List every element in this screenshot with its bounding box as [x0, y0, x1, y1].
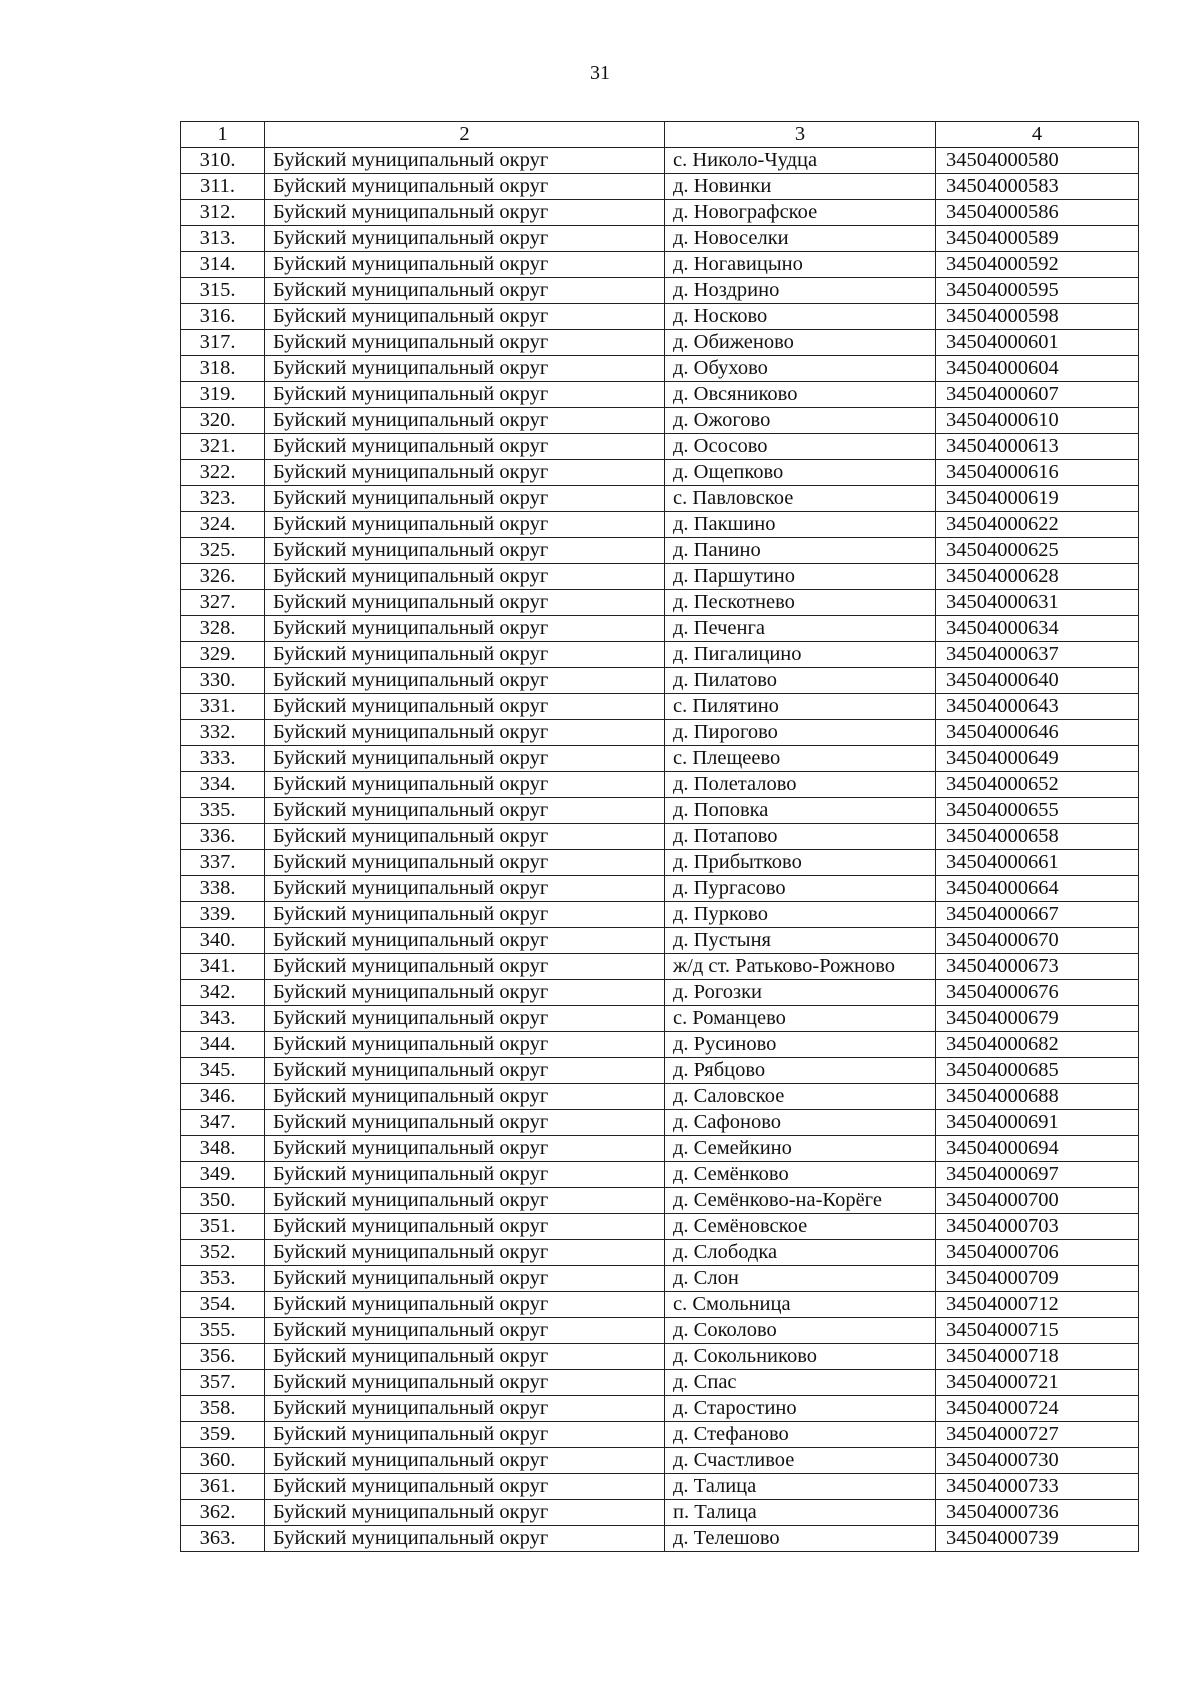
- row-number: 319.: [181, 382, 265, 408]
- oktmo-code: 34504000640: [936, 668, 1139, 694]
- header-col-1: 1: [181, 122, 265, 148]
- settlement-name: с. Плещеево: [665, 746, 936, 772]
- settlement-name: д. Ощепково: [665, 460, 936, 486]
- table-row: [181, 486, 1139, 512]
- settlement-name: д. Ожогово: [665, 408, 936, 434]
- district-name: Буйский муниципальный округ: [265, 746, 665, 772]
- oktmo-code: 34504000715: [936, 1318, 1139, 1344]
- row-number: 328.: [181, 616, 265, 642]
- oktmo-code: 34504000667: [936, 902, 1139, 928]
- oktmo-code: 34504000694: [936, 1136, 1139, 1162]
- row-number: 326.: [181, 564, 265, 590]
- district-name: Буйский муниципальный округ: [265, 356, 665, 382]
- table-row: [181, 434, 1139, 460]
- district-name: Буйский муниципальный округ: [265, 1266, 665, 1292]
- row-number: 335.: [181, 798, 265, 824]
- settlement-name: д. Соколово: [665, 1318, 936, 1344]
- settlement-name: д. Новоселки: [665, 226, 936, 252]
- district-name: Буйский муниципальный округ: [265, 1396, 665, 1422]
- settlement-name: д. Новинки: [665, 174, 936, 200]
- settlement-name: д. Паршутино: [665, 564, 936, 590]
- oktmo-code: 34504000712: [936, 1292, 1139, 1318]
- oktmo-code: 34504000595: [936, 278, 1139, 304]
- district-name: Буйский муниципальный округ: [265, 1526, 665, 1552]
- district-name: Буйский муниципальный округ: [265, 460, 665, 486]
- settlement-name: с. Пилятино: [665, 694, 936, 720]
- row-number: 336.: [181, 824, 265, 850]
- table-row: [181, 1370, 1139, 1396]
- row-number: 346.: [181, 1084, 265, 1110]
- settlement-name: д. Сафоново: [665, 1110, 936, 1136]
- oktmo-code: 34504000631: [936, 590, 1139, 616]
- row-number: 317.: [181, 330, 265, 356]
- table-row: [181, 200, 1139, 226]
- row-number: 342.: [181, 980, 265, 1006]
- settlement-name: д. Стефаново: [665, 1422, 936, 1448]
- settlement-name: д. Пурково: [665, 902, 936, 928]
- settlement-name: д. Пирогово: [665, 720, 936, 746]
- district-name: Буйский муниципальный округ: [265, 616, 665, 642]
- row-number: 349.: [181, 1162, 265, 1188]
- row-number: 315.: [181, 278, 265, 304]
- table-row: [181, 460, 1139, 486]
- row-number: 363.: [181, 1526, 265, 1552]
- table-row: [181, 1292, 1139, 1318]
- table-row: [181, 1422, 1139, 1448]
- row-number: 322.: [181, 460, 265, 486]
- oktmo-code: 34504000646: [936, 720, 1139, 746]
- district-name: Буйский муниципальный округ: [265, 694, 665, 720]
- table-row: [181, 928, 1139, 954]
- table-row: [181, 590, 1139, 616]
- table-row: [181, 824, 1139, 850]
- table-row: [181, 798, 1139, 824]
- district-name: Буйский муниципальный округ: [265, 1240, 665, 1266]
- row-number: 338.: [181, 876, 265, 902]
- table-row: [181, 1318, 1139, 1344]
- table-row: [181, 512, 1139, 538]
- row-number: 359.: [181, 1422, 265, 1448]
- table-row: [181, 1162, 1139, 1188]
- row-number: 351.: [181, 1214, 265, 1240]
- settlement-name: д. Полеталово: [665, 772, 936, 798]
- table-row: [181, 720, 1139, 746]
- settlement-name: д. Семейкино: [665, 1136, 936, 1162]
- table-row: [181, 1344, 1139, 1370]
- district-name: Буйский муниципальный округ: [265, 304, 665, 330]
- row-number: 354.: [181, 1292, 265, 1318]
- table-row: [181, 564, 1139, 590]
- district-name: Буйский муниципальный округ: [265, 1500, 665, 1526]
- row-number: 310.: [181, 148, 265, 174]
- district-name: Буйский муниципальный округ: [265, 1318, 665, 1344]
- district-name: Буйский муниципальный округ: [265, 1032, 665, 1058]
- table-header: [181, 122, 1139, 148]
- oktmo-code: 34504000700: [936, 1188, 1139, 1214]
- oktmo-code: 34504000607: [936, 382, 1139, 408]
- district-name: Буйский муниципальный округ: [265, 538, 665, 564]
- oktmo-code: 34504000625: [936, 538, 1139, 564]
- oktmo-code: 34504000709: [936, 1266, 1139, 1292]
- settlement-name: д. Прибытково: [665, 850, 936, 876]
- table-row: [181, 1110, 1139, 1136]
- oktmo-code: 34504000637: [936, 642, 1139, 668]
- row-number: 330.: [181, 668, 265, 694]
- oktmo-code: 34504000682: [936, 1032, 1139, 1058]
- row-number: 344.: [181, 1032, 265, 1058]
- district-name: Буйский муниципальный округ: [265, 1422, 665, 1448]
- settlement-name: с. Смольница: [665, 1292, 936, 1318]
- row-number: 331.: [181, 694, 265, 720]
- settlement-name: д. Слободка: [665, 1240, 936, 1266]
- oktmo-code: 34504000622: [936, 512, 1139, 538]
- settlement-name: д. Печенга: [665, 616, 936, 642]
- header-col-2: 2: [265, 122, 665, 148]
- row-number: 341.: [181, 954, 265, 980]
- oktmo-code: 34504000664: [936, 876, 1139, 902]
- table-row: [181, 1396, 1139, 1422]
- settlement-name: с. Николо-Чудца: [665, 148, 936, 174]
- settlement-name: с. Павловское: [665, 486, 936, 512]
- oktmo-code: 34504000652: [936, 772, 1139, 798]
- row-number: 352.: [181, 1240, 265, 1266]
- row-number: 313.: [181, 226, 265, 252]
- oktmo-code: 34504000658: [936, 824, 1139, 850]
- district-name: Буйский муниципальный округ: [265, 1188, 665, 1214]
- district-name: Буйский муниципальный округ: [265, 850, 665, 876]
- district-name: Буйский муниципальный округ: [265, 824, 665, 850]
- settlement-name: д. Обухово: [665, 356, 936, 382]
- settlement-name: д. Слон: [665, 1266, 936, 1292]
- table-row: [181, 1448, 1139, 1474]
- header-col-4: 4: [936, 122, 1139, 148]
- header-row: [181, 122, 1139, 148]
- settlement-name: д. Овсяниково: [665, 382, 936, 408]
- oktmo-code: 34504000586: [936, 200, 1139, 226]
- table-row: [181, 1032, 1139, 1058]
- district-name: Буйский муниципальный округ: [265, 1084, 665, 1110]
- table-row: [181, 1006, 1139, 1032]
- table-body: [181, 148, 1139, 1552]
- page-number: 31: [590, 62, 610, 84]
- district-name: Буйский муниципальный округ: [265, 512, 665, 538]
- district-name: Буйский муниципальный округ: [265, 564, 665, 590]
- oktmo-code: 34504000691: [936, 1110, 1139, 1136]
- row-number: 324.: [181, 512, 265, 538]
- oktmo-code: 34504000706: [936, 1240, 1139, 1266]
- oktmo-code: 34504000604: [936, 356, 1139, 382]
- district-name: Буйский муниципальный округ: [265, 434, 665, 460]
- oktmo-code: 34504000724: [936, 1396, 1139, 1422]
- district-name: Буйский муниципальный округ: [265, 174, 665, 200]
- row-number: 347.: [181, 1110, 265, 1136]
- district-name: Буйский муниципальный округ: [265, 200, 665, 226]
- row-number: 327.: [181, 590, 265, 616]
- settlement-name: д. Поповка: [665, 798, 936, 824]
- row-number: 343.: [181, 1006, 265, 1032]
- row-number: 340.: [181, 928, 265, 954]
- row-number: 333.: [181, 746, 265, 772]
- district-name: Буйский муниципальный округ: [265, 148, 665, 174]
- row-number: 339.: [181, 902, 265, 928]
- table-row: [181, 148, 1139, 174]
- oktmo-code: 34504000721: [936, 1370, 1139, 1396]
- oktmo-code: 34504000580: [936, 148, 1139, 174]
- oktmo-code: 34504000589: [936, 226, 1139, 252]
- settlement-name: д. Обиженово: [665, 330, 936, 356]
- oktmo-code: 34504000679: [936, 1006, 1139, 1032]
- table-row: [181, 1500, 1139, 1526]
- settlement-name: д. Рябцово: [665, 1058, 936, 1084]
- district-name: Буйский муниципальный округ: [265, 980, 665, 1006]
- oktmo-code: 34504000718: [936, 1344, 1139, 1370]
- settlement-name: д. Носково: [665, 304, 936, 330]
- district-name: Буйский муниципальный округ: [265, 1474, 665, 1500]
- table-row: [181, 1266, 1139, 1292]
- table-row: [181, 642, 1139, 668]
- row-number: 321.: [181, 434, 265, 460]
- district-name: Буйский муниципальный округ: [265, 278, 665, 304]
- table-row: [181, 356, 1139, 382]
- settlement-name: д. Рогозки: [665, 980, 936, 1006]
- table-row: [181, 538, 1139, 564]
- row-number: 353.: [181, 1266, 265, 1292]
- row-number: 348.: [181, 1136, 265, 1162]
- district-name: Буйский муниципальный округ: [265, 590, 665, 616]
- district-name: Буйский муниципальный округ: [265, 642, 665, 668]
- row-number: 337.: [181, 850, 265, 876]
- row-number: 357.: [181, 1370, 265, 1396]
- oktmo-code: 34504000628: [936, 564, 1139, 590]
- settlement-name: д. Семёнково-на-Корёге: [665, 1188, 936, 1214]
- row-number: 360.: [181, 1448, 265, 1474]
- oktmo-code: 34504000583: [936, 174, 1139, 200]
- table-row: [181, 1188, 1139, 1214]
- district-name: Буйский муниципальный округ: [265, 1110, 665, 1136]
- district-name: Буйский муниципальный округ: [265, 1214, 665, 1240]
- district-name: Буйский муниципальный округ: [265, 1006, 665, 1032]
- row-number: 361.: [181, 1474, 265, 1500]
- settlement-name: д. Старостино: [665, 1396, 936, 1422]
- settlement-name: д. Ноздрино: [665, 278, 936, 304]
- settlement-name: д. Талица: [665, 1474, 936, 1500]
- oktmo-code: 34504000634: [936, 616, 1139, 642]
- row-number: 312.: [181, 200, 265, 226]
- district-name: Буйский муниципальный округ: [265, 798, 665, 824]
- settlement-name: д. Панино: [665, 538, 936, 564]
- oktmo-code: 34504000727: [936, 1422, 1139, 1448]
- row-number: 350.: [181, 1188, 265, 1214]
- settlement-name: ж/д ст. Ратьково-Рожново: [665, 954, 936, 980]
- settlements-table: [180, 121, 1139, 1552]
- district-name: Буйский муниципальный округ: [265, 668, 665, 694]
- settlement-name: д. Пакшино: [665, 512, 936, 538]
- settlement-name: д. Семёнково: [665, 1162, 936, 1188]
- oktmo-code: 34504000730: [936, 1448, 1139, 1474]
- district-name: Буйский муниципальный округ: [265, 408, 665, 434]
- table-row: [181, 1058, 1139, 1084]
- row-number: 345.: [181, 1058, 265, 1084]
- oktmo-code: 34504000613: [936, 434, 1139, 460]
- table-row: [181, 408, 1139, 434]
- settlement-name: д. Потапово: [665, 824, 936, 850]
- table-row: [181, 252, 1139, 278]
- settlement-name: д. Русиново: [665, 1032, 936, 1058]
- row-number: 356.: [181, 1344, 265, 1370]
- oktmo-code: 34504000616: [936, 460, 1139, 486]
- oktmo-code: 34504000697: [936, 1162, 1139, 1188]
- district-name: Буйский муниципальный округ: [265, 226, 665, 252]
- row-number: 329.: [181, 642, 265, 668]
- settlement-name: д. Ососово: [665, 434, 936, 460]
- table-row: [181, 382, 1139, 408]
- oktmo-code: 34504000703: [936, 1214, 1139, 1240]
- header-col-3: 3: [665, 122, 936, 148]
- district-name: Буйский муниципальный округ: [265, 1162, 665, 1188]
- table-row: [181, 772, 1139, 798]
- district-name: Буйский муниципальный округ: [265, 876, 665, 902]
- oktmo-code: 34504000739: [936, 1526, 1139, 1552]
- district-name: Буйский муниципальный округ: [265, 1370, 665, 1396]
- table-row: [181, 616, 1139, 642]
- oktmo-code: 34504000733: [936, 1474, 1139, 1500]
- settlement-name: д. Пустыня: [665, 928, 936, 954]
- settlement-name: п. Талица: [665, 1500, 936, 1526]
- oktmo-code: 34504000655: [936, 798, 1139, 824]
- table-row: [181, 1084, 1139, 1110]
- oktmo-code: 34504000598: [936, 304, 1139, 330]
- row-number: 362.: [181, 1500, 265, 1526]
- table-row: [181, 1240, 1139, 1266]
- oktmo-code: 34504000610: [936, 408, 1139, 434]
- district-name: Буйский муниципальный округ: [265, 1448, 665, 1474]
- row-number: 318.: [181, 356, 265, 382]
- oktmo-code: 34504000661: [936, 850, 1139, 876]
- row-number: 355.: [181, 1318, 265, 1344]
- row-number: 314.: [181, 252, 265, 278]
- settlement-name: д. Пескотнево: [665, 590, 936, 616]
- table-row: [181, 694, 1139, 720]
- table-row: [181, 850, 1139, 876]
- district-name: Буйский муниципальный округ: [265, 928, 665, 954]
- table-row: [181, 980, 1139, 1006]
- district-name: Буйский муниципальный округ: [265, 954, 665, 980]
- table-row: [181, 174, 1139, 200]
- settlement-name: д. Пургасово: [665, 876, 936, 902]
- oktmo-code: 34504000592: [936, 252, 1139, 278]
- oktmo-code: 34504000643: [936, 694, 1139, 720]
- row-number: 325.: [181, 538, 265, 564]
- table-row: [181, 876, 1139, 902]
- table-row: [181, 668, 1139, 694]
- row-number: 320.: [181, 408, 265, 434]
- oktmo-code: 34504000619: [936, 486, 1139, 512]
- table-row: [181, 226, 1139, 252]
- table-row: [181, 1526, 1139, 1552]
- settlement-name: с. Романцево: [665, 1006, 936, 1032]
- district-name: Буйский муниципальный округ: [265, 330, 665, 356]
- row-number: 316.: [181, 304, 265, 330]
- table-row: [181, 1136, 1139, 1162]
- oktmo-code: 34504000688: [936, 1084, 1139, 1110]
- settlement-name: д. Саловское: [665, 1084, 936, 1110]
- settlement-name: д. Счастливое: [665, 1448, 936, 1474]
- oktmo-code: 34504000670: [936, 928, 1139, 954]
- oktmo-code: 34504000736: [936, 1500, 1139, 1526]
- table-row: [181, 746, 1139, 772]
- settlement-name: д. Семёновское: [665, 1214, 936, 1240]
- settlement-name: д. Спас: [665, 1370, 936, 1396]
- settlement-name: д. Пилатово: [665, 668, 936, 694]
- settlement-name: д. Ногавицыно: [665, 252, 936, 278]
- row-number: 332.: [181, 720, 265, 746]
- oktmo-code: 34504000649: [936, 746, 1139, 772]
- table-row: [181, 278, 1139, 304]
- district-name: Буйский муниципальный округ: [265, 1292, 665, 1318]
- table-row: [181, 1214, 1139, 1240]
- district-name: Буйский муниципальный округ: [265, 252, 665, 278]
- settlement-name: д. Сокольниково: [665, 1344, 936, 1370]
- district-name: Буйский муниципальный округ: [265, 1058, 665, 1084]
- oktmo-code: 34504000601: [936, 330, 1139, 356]
- district-name: Буйский муниципальный округ: [265, 486, 665, 512]
- table-row: [181, 954, 1139, 980]
- table-row: [181, 1474, 1139, 1500]
- oktmo-code: 34504000673: [936, 954, 1139, 980]
- district-name: Буйский муниципальный округ: [265, 720, 665, 746]
- district-name: Буйский муниципальный округ: [265, 382, 665, 408]
- district-name: Буйский муниципальный округ: [265, 1136, 665, 1162]
- table-row: [181, 330, 1139, 356]
- settlement-name: д. Телешово: [665, 1526, 936, 1552]
- row-number: 323.: [181, 486, 265, 512]
- district-name: Буйский муниципальный округ: [265, 772, 665, 798]
- row-number: 311.: [181, 174, 265, 200]
- district-name: Буйский муниципальный округ: [265, 1344, 665, 1370]
- settlement-name: д. Новографское: [665, 200, 936, 226]
- settlement-name: д. Пигалицино: [665, 642, 936, 668]
- district-name: Буйский муниципальный округ: [265, 902, 665, 928]
- row-number: 334.: [181, 772, 265, 798]
- oktmo-code: 34504000676: [936, 980, 1139, 1006]
- table-row: [181, 304, 1139, 330]
- table-row: [181, 902, 1139, 928]
- row-number: 358.: [181, 1396, 265, 1422]
- oktmo-code: 34504000685: [936, 1058, 1139, 1084]
